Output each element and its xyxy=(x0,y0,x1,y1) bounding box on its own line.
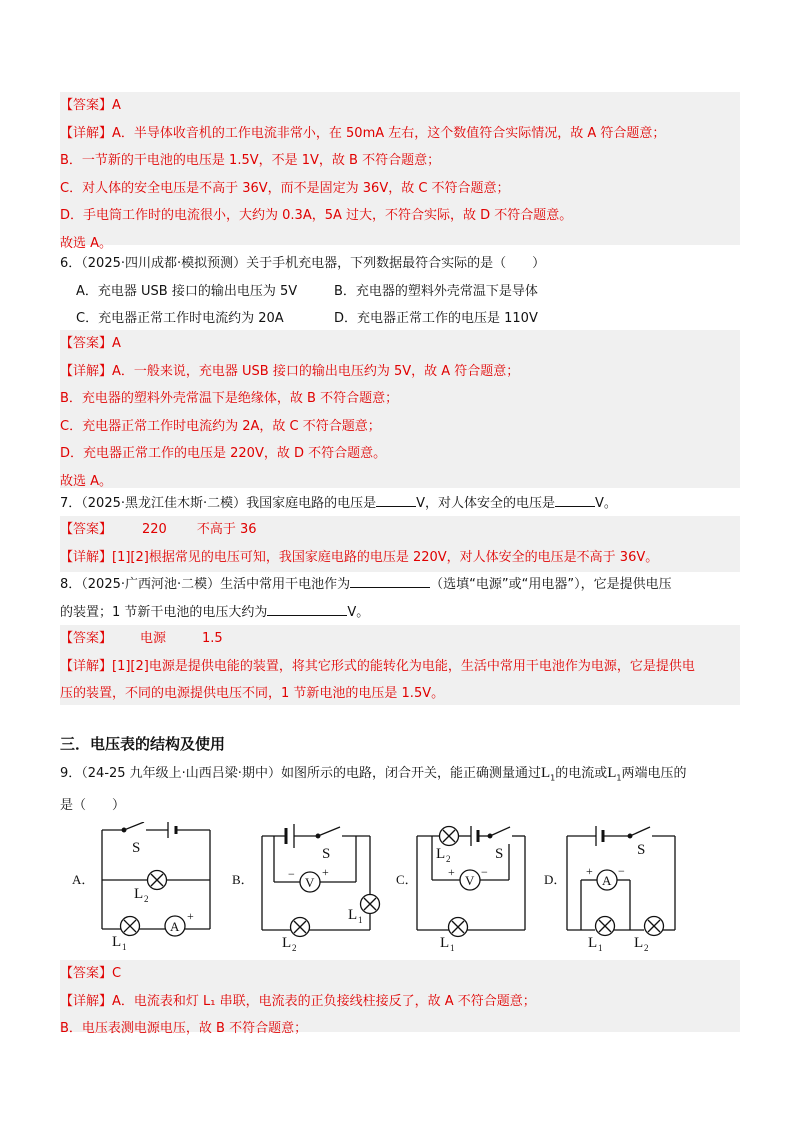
lamp-subscript: 2 xyxy=(292,943,297,952)
question-7 xyxy=(60,490,617,518)
lamp-subscript: 1 xyxy=(122,942,127,952)
answer-value-1: 电源 xyxy=(140,631,167,646)
question-stem: 6．（2025·四川成都·模拟预测）关于手机充电器，下列数据最符合实际的是（ ） xyxy=(60,256,546,271)
question-stem-part: 两端电压的 xyxy=(621,766,687,781)
lamp-label: L xyxy=(348,907,358,923)
blank xyxy=(350,573,430,588)
question-stem-line xyxy=(60,599,740,627)
terminal-plus: + xyxy=(187,909,194,923)
circuit-label: D． xyxy=(544,872,567,887)
terminal-minus: − xyxy=(288,867,295,881)
answer-tag: 【答案】 xyxy=(60,631,113,646)
section-title: 三．电压表的结构及使用 xyxy=(60,735,226,753)
circuit-label: A． xyxy=(72,872,95,887)
lamp-label: L xyxy=(588,935,598,951)
lamp-subscript: 1 xyxy=(450,943,455,952)
answer-line xyxy=(60,625,740,653)
detail-line: 故选 A。 xyxy=(60,235,113,251)
lamp-label: L xyxy=(634,935,644,951)
question-stem-part: （选填“电源”或“用电器”），它是提供电压 xyxy=(430,577,672,592)
question-stem-line xyxy=(60,571,740,599)
answer-block-q8 xyxy=(60,625,740,705)
detail-line: B．一节新的干电池的电压是 1.5V，不是 1V，故 B 不符合题意； xyxy=(60,153,441,168)
circuit-d xyxy=(567,826,675,936)
lamp-subscript: 2 xyxy=(644,943,649,952)
answer-value-1: 220 xyxy=(142,522,167,537)
question-stem-part: V。 xyxy=(347,604,370,620)
lamp-subscript: 1 xyxy=(616,773,622,783)
option-a: A．充电器 USB 接口的输出电压为 5V xyxy=(76,283,298,299)
question-8 xyxy=(60,571,740,626)
meter-letter: V xyxy=(305,875,315,890)
lamp-symbol: L xyxy=(607,765,617,781)
detail-line: 【详解】[1][2]根据常见的电压可知，我国家庭电路的电压是 220V，对人体安全的电压是不高于 36V。 xyxy=(60,549,659,565)
detail-line: C．对人体的安全电压是不高于 36V，而不是固定为 36V，故 C 不符合题意； xyxy=(60,180,510,196)
detail-line: 压的装置，不同的电源提供电压不同，1 节新电池的电压是 1.5V。 xyxy=(60,686,445,701)
lamp-subscript: 2 xyxy=(144,894,149,904)
lamp-label: L xyxy=(440,935,450,951)
question-stem-part: 的装置；1 节新干电池的电压大约为 xyxy=(60,604,268,620)
question-6 xyxy=(60,250,740,333)
question-stem: 9．（24-25 九年级上·山西吕梁·期中）如图所示的电路，闭合开关，能正确测量通过 xyxy=(60,766,541,781)
meter-letter: A xyxy=(170,919,180,934)
detail-line: 【详解】A．一般来说，充电器 USB 接口的输出电压约为 5V，故 A 符合题意； xyxy=(60,363,520,379)
lamp-symbol: L xyxy=(540,765,551,781)
circuit-label: C． xyxy=(396,872,418,887)
switch-label: S xyxy=(322,846,331,862)
terminal-minus: − xyxy=(481,865,488,879)
answer-block-q9 xyxy=(60,960,740,1036)
circuit-diagrams xyxy=(60,822,740,952)
question-9 xyxy=(60,760,740,820)
meter-letter: V xyxy=(465,873,475,888)
terminal-plus: + xyxy=(586,864,593,878)
detail-line: C．充电器正常工作时电流约为 2A，故 C 不符合题意； xyxy=(60,418,381,434)
detail-line: D．充电器正常工作的电压是 220V，故 D 不符合题意。 xyxy=(60,446,387,461)
answer-block-q7 xyxy=(60,516,740,572)
question-stem: 7．（2025·黑龙江佳木斯·二模）我国家庭电路的电压是 xyxy=(60,496,377,511)
detail-line: 【详解】[1][2]电源是提供电能的装置，将其它形式的能转化为电能，生活中常用干电池作为电源，它是提供电 xyxy=(60,658,695,674)
blank xyxy=(267,601,347,616)
option-d: D．充电器正常工作的电压是 110V xyxy=(334,311,538,326)
terminal-minus: − xyxy=(618,864,625,878)
question-stem-line xyxy=(60,760,740,792)
answer-line: 【答案】A xyxy=(60,98,121,113)
lamp-label: L xyxy=(134,886,144,902)
options-row xyxy=(60,278,740,306)
detail-line: B．充电器的塑料外壳常温下是绝缘体，故 B 不符合题意； xyxy=(60,391,399,406)
question-stem: 8．（2025·广西河池·二模）生活中常用干电池作为 xyxy=(60,577,351,592)
lamp-label: L xyxy=(282,935,292,951)
lamp-subscript: 2 xyxy=(446,854,451,864)
lamp-subscript: 1 xyxy=(550,773,556,783)
blank xyxy=(376,492,416,507)
answer-line: 【答案】A xyxy=(60,336,121,351)
detail-line: 【详解】A．电流表和灯 L₁ 串联，电流表的正负接线柱接反了，故 A 不符合题意； xyxy=(60,993,536,1009)
terminal-plus: + xyxy=(448,865,455,879)
answer-block-q5 xyxy=(60,92,740,251)
options-row xyxy=(60,305,740,333)
answer-tag: 【答案】 xyxy=(60,522,113,537)
lamp-label: L xyxy=(112,934,122,950)
lamp-subscript: 1 xyxy=(598,943,603,952)
meter-letter: A xyxy=(602,873,612,888)
lamp-label: L xyxy=(436,846,446,862)
answer-line: 【答案】C xyxy=(60,966,122,981)
answer-line xyxy=(60,516,740,544)
switch-label: S xyxy=(132,840,141,856)
answer-block-q6 xyxy=(60,330,740,488)
option-c: C．充电器正常工作时电流约为 20A xyxy=(76,311,284,326)
detail-line: 【详解】A．半导体收音机的工作电流非常小，在 50mA 左右，这个数值符合实际情况，故 A 符合题意； xyxy=(60,125,666,141)
answer-value-2: 1.5 xyxy=(202,631,223,646)
switch-label: S xyxy=(495,846,504,862)
circuit-label: B． xyxy=(232,872,254,887)
detail-line: 故选 A。 xyxy=(60,473,113,489)
detail-line: D．手电筒工作时的电流很小，大约为 0.3A，5A 过大，不符合实际，故 D 不符合题意。 xyxy=(60,208,573,223)
circuit-a xyxy=(102,822,210,936)
question-stem-part: V。 xyxy=(595,496,617,511)
terminal-plus: + xyxy=(322,865,329,879)
option-b: B．充电器的塑料外壳常温下是导体 xyxy=(334,283,538,299)
question-stem-part: 的电流或 xyxy=(555,766,608,781)
answer-value-2: 不高于 36 xyxy=(196,522,257,537)
question-stem-line: 是（ ） xyxy=(60,798,126,814)
detail-line: B．电压表测电源电压，故 B 不符合题意； xyxy=(60,1021,308,1036)
lamp-subscript: 1 xyxy=(358,915,363,925)
switch-label: S xyxy=(637,842,646,858)
blank xyxy=(555,492,595,507)
question-stem-part: V，对人体安全的电压是 xyxy=(416,496,556,511)
